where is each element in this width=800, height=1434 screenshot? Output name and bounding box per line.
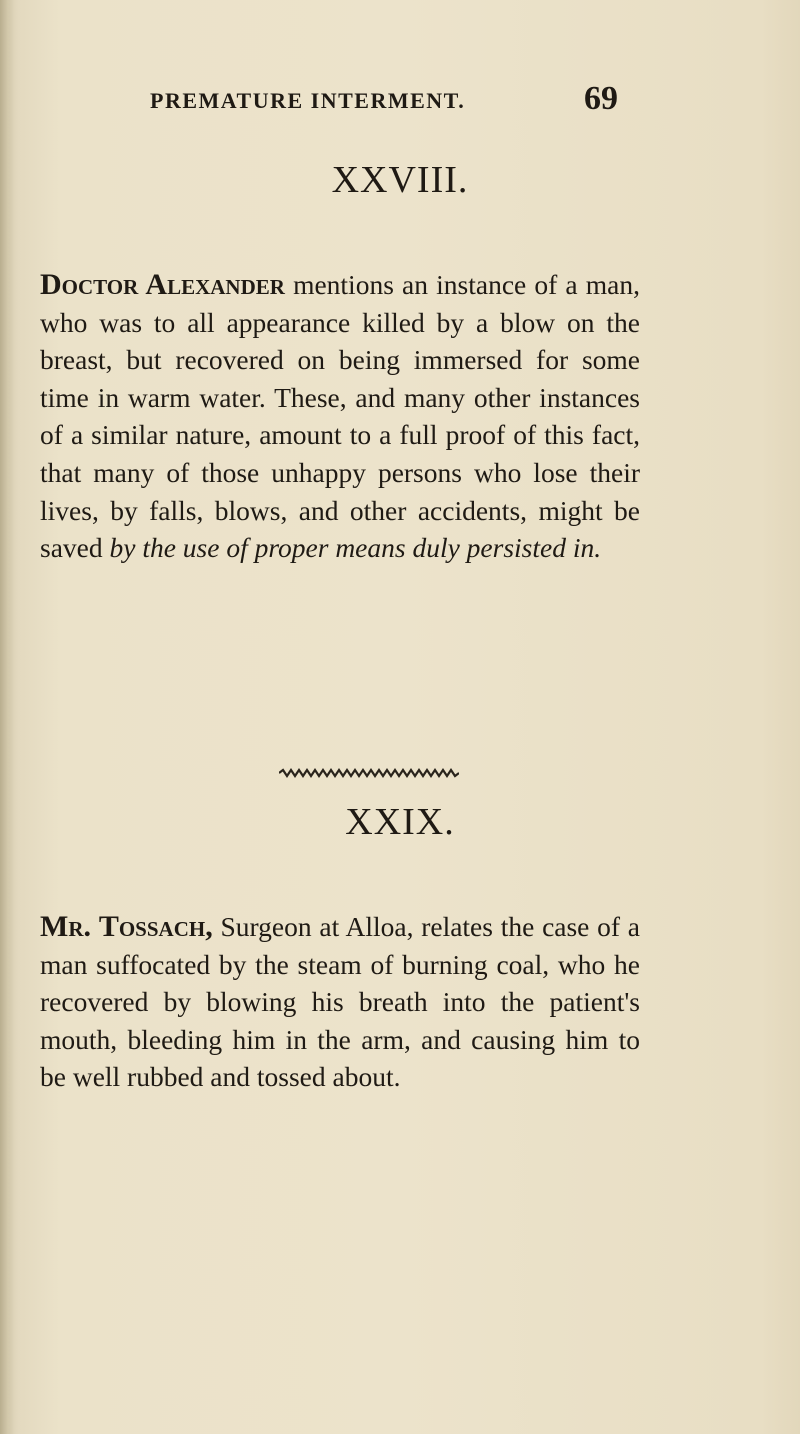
lead-name-mr-tossach: Mr. Tossach, — [40, 910, 213, 943]
page-binding-edge — [0, 0, 14, 1434]
section-divider-ornament — [279, 768, 459, 778]
running-head — [150, 80, 630, 120]
running-title: PREMATURE INTERMENT. — [150, 88, 466, 113]
section-heading-xxix: XXIX. — [345, 801, 455, 843]
page-number: 69 — [584, 80, 618, 117]
section-xxviii-italic-text: by the use of proper means duly persisted in. — [109, 532, 602, 564]
section-xxix-paragraph — [40, 908, 640, 1096]
section-xxviii-body-text: mentions an instance of a man, who was to all appearance killed by a blow on the breast, but recovered on being immersed for some time in warm water. These, and many other instances of a similar nature, amount to a full proof of this fact, that many of those unhappy persons who lose their lives, by falls, blows, and other accidents, might be saved — [40, 269, 640, 564]
section-xxix-body-text: Surgeon at Alloa, relates the case of a man suffocated by the steam of burning coal, who he recovered by blowing his breath into the patient's mouth, bleeding him in the arm, and causing him to be well rubbed and tossed about. — [40, 911, 641, 1093]
section-xxviii-paragraph — [40, 266, 640, 567]
lead-name-doctor-alexander: Doctor Alexander — [40, 268, 285, 301]
section-heading-xxviii: XXVIII. — [331, 159, 469, 201]
